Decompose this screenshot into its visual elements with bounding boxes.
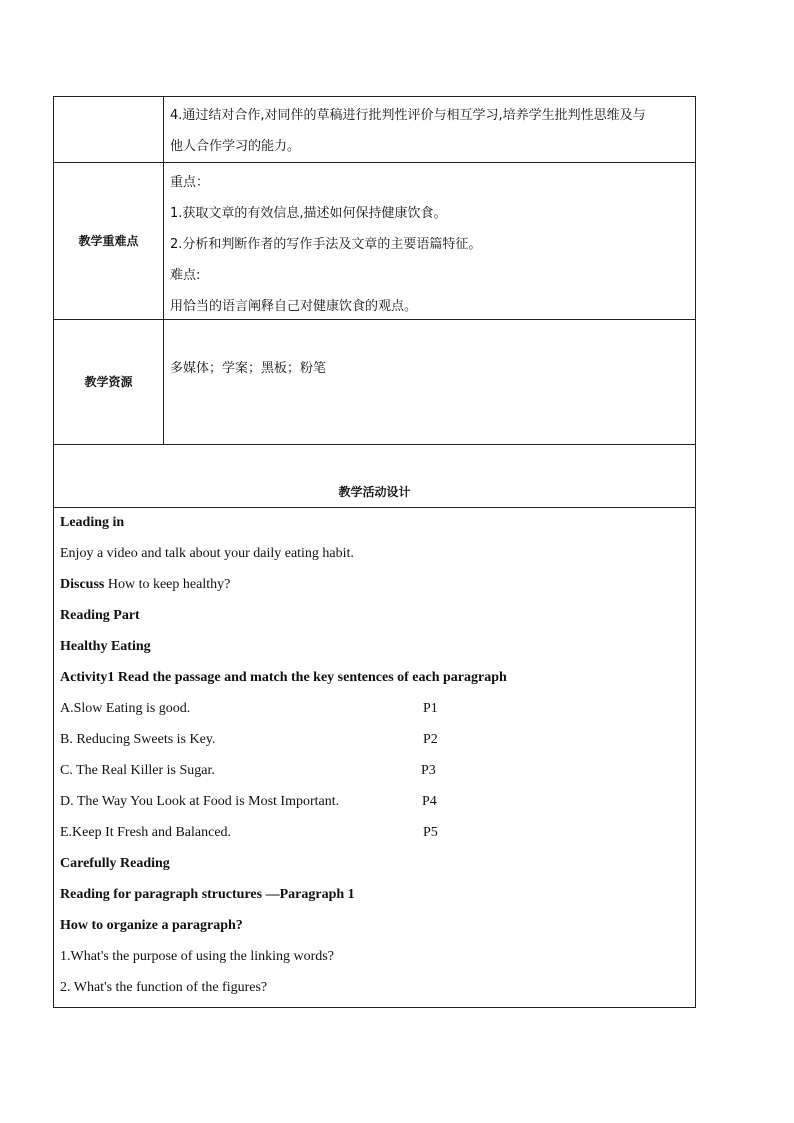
key-point-2: 2.分析和判断作者的写作手法及文章的主要语篇特征。 (170, 237, 482, 252)
discuss-line (60, 577, 230, 593)
healthy-eating-heading: Healthy Eating (60, 639, 151, 654)
column-divider (163, 96, 164, 445)
paragraph-structures-heading: Reading for paragraph structures —Paragraph 1 (60, 887, 355, 902)
match-para-c: P3 (421, 763, 436, 778)
activity1-heading: Activity1 Read the passage and match the key sentences of each paragraph (60, 670, 507, 685)
match-sentence-e: E.Keep It Fresh and Balanced. (60, 825, 232, 840)
row-divider-2 (53, 319, 696, 320)
objective-4-line2: 他人合作学习的能力。 (170, 139, 301, 154)
row-divider-4 (53, 507, 696, 508)
match-sentence-d: D. The Way You Look at Food is Most Important. (60, 794, 340, 809)
leading-in-heading: Leading in (60, 515, 125, 530)
discuss-text: How to keep healthy? (104, 577, 231, 592)
organize-paragraph-question: How to organize a paragraph? (60, 918, 243, 933)
enjoy-text: Enjoy a video and talk about your daily eating habit. (60, 546, 354, 561)
match-para-a: P1 (423, 701, 438, 716)
match-para-d: P4 (422, 794, 437, 809)
table-border-top (53, 96, 696, 97)
key-points-label: 教学重难点 (78, 234, 139, 248)
key-heading: 重点： (170, 175, 210, 190)
resources-label: 教学资源 (84, 375, 133, 389)
question-1: 1.What's the purpose of using the linking words? (60, 949, 334, 964)
match-sentence-b: B. Reducing Sweets is Key. (60, 732, 216, 747)
match-para-e: P5 (423, 825, 438, 840)
match-para-b: P2 (423, 732, 438, 747)
difficult-heading: 难点: (170, 268, 201, 283)
match-sentence-a: A.Slow Eating is good. (60, 701, 191, 716)
carefully-reading-heading: Carefully Reading (60, 856, 170, 871)
objective-4-line1: 4.通过结对合作,对同伴的草稿进行批判性评价与相互学习,培养学生批判性思维及与 (170, 108, 646, 123)
table-border-bottom (53, 1007, 696, 1008)
difficult-point-1: 用恰当的语言阐释自己对健康饮食的观点。 (170, 299, 418, 314)
row-divider-1 (53, 162, 696, 163)
match-sentence-c: C. The Real Killer is Sugar. (60, 763, 215, 778)
question-2: 2. What's the function of the figures? (60, 980, 268, 995)
reading-part-heading: Reading Part (60, 608, 140, 623)
activity-design-title: 教学活动设计 (338, 485, 411, 499)
key-point-1: 1.获取文章的有效信息,描述如何保持健康饮食。 (170, 206, 447, 221)
row-divider-3 (53, 444, 696, 445)
discuss-label: Discuss (60, 577, 105, 592)
table-border-right (695, 96, 696, 1008)
resources-value: 多媒体；学案；黑板；粉笔 (170, 361, 327, 376)
